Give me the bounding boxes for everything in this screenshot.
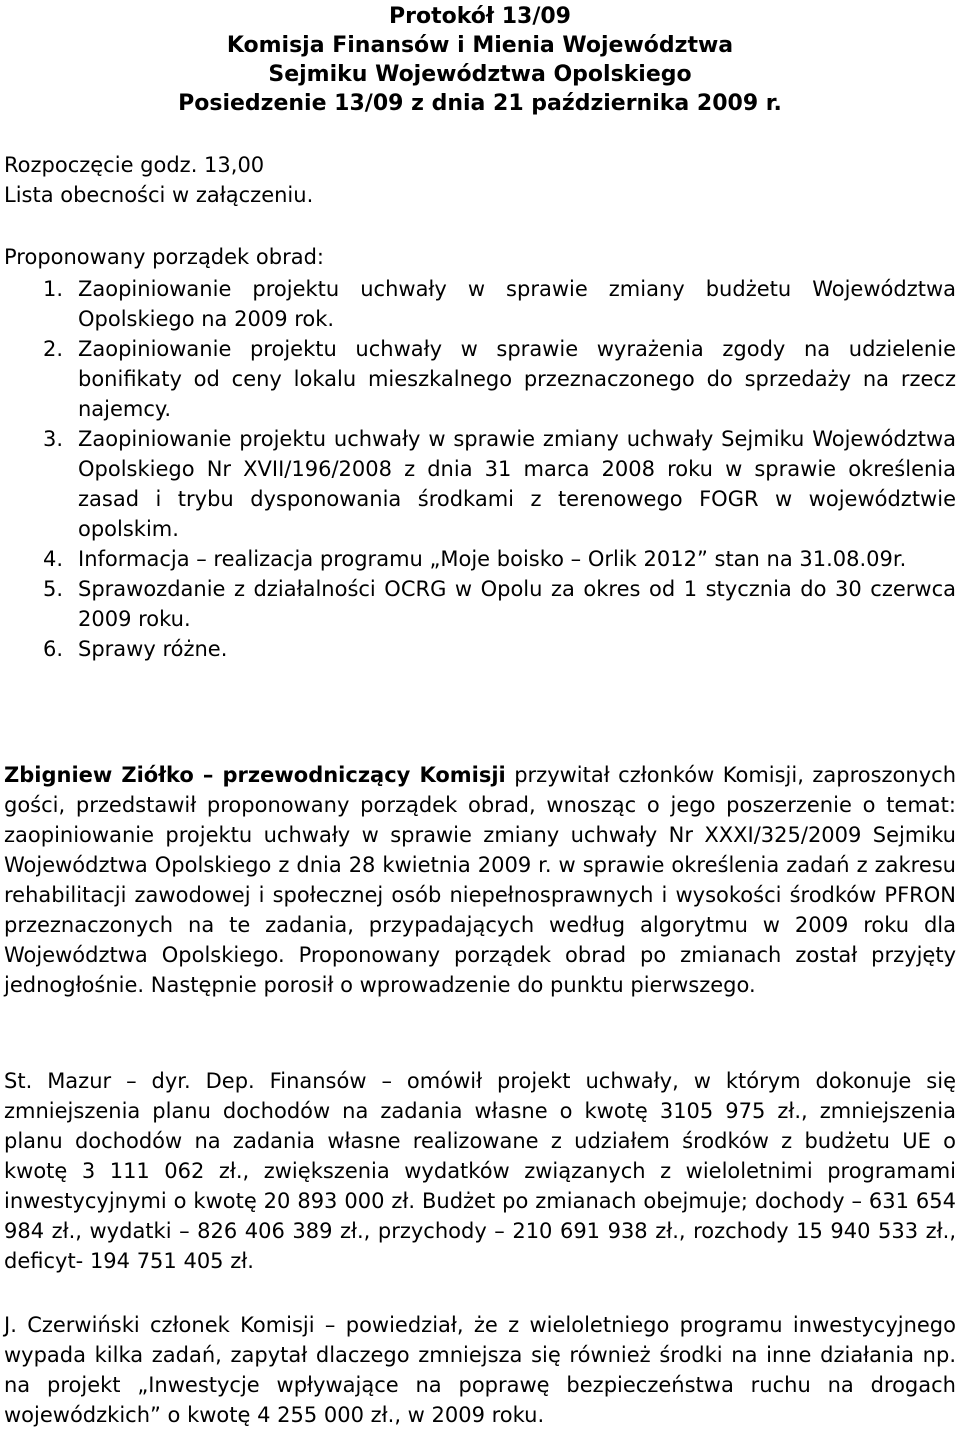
protocol-title: Protokół 13/09 (389, 4, 571, 29)
agenda-item-text: Zaopiniowanie projektu uchwały w sprawie wyrażenia zgody na udzielenie bonifikaty od ceny lokalu mieszkalnego przeznaczonego do sprzedaży na rzecz najemcy. (78, 337, 956, 421)
finance-director-paragraph: St. Mazur – dyr. Dep. Finansów – omówił projekt uchwały, w którym dokonuje się zmniejszenia planu dochodów na zadania własne o kwotę 3105 975 zł., zmniejszenia planu dochodów na zadania własne realizowane z udziałem środków z budżetu UE o kwotę 3 111 062 zł., zwiększenia wydatków związanych z wieloletnimi programami inwestycyjnymi o kwotę 20 893 000 zł. Budżet po zmianach obejmuje; dochody – 631 654 984 zł., wydatki – 826 406 389 zł., przychody – 210 691 938 zł., rozchody 15 940 533 zł., deficyt- 194 751 405 zł. (4, 1069, 956, 1273)
agenda-item-text: Sprawy różne. (78, 637, 228, 661)
agenda-item-text: Zaopiniowanie projektu uchwały w sprawie zmiany budżetu Województwa Opolskiego na 2009 rok. (78, 277, 956, 331)
attendance-note: Lista obecności w załączeniu. (4, 183, 314, 207)
agenda-item-number: 6. (43, 637, 64, 661)
committee-name: Komisja Finansów i Mienia Województwa (226, 33, 734, 58)
agenda-item (4, 544, 956, 574)
agenda-item (4, 274, 956, 334)
member-paragraph: J. Czerwiński członek Komisji – powiedział, że z wieloletniego programu inwestycyjnego wypada kilka zadań, zapytał dlaczego zmniejsza się również środki na inne działania np. na projekt „Inwestycje wpływające na poprawę bezpieczeństwa ruchu na drogach wojewódzkich” o kwotę 4 255 000 zł., w 2009 roku. (4, 1313, 956, 1427)
speaker-name: Zbigniew Ziółko – przewodniczący Komisji (4, 763, 506, 787)
agenda-item-number: 4. (43, 547, 64, 571)
agenda-item-text: Zaopiniowanie projektu uchwały w sprawie zmiany uchwały Sejmiku Województwa Opolskiego Nr XVII/196/2008 z dnia 31 marca 2008 roku w sprawie określenia zasad i trybu dysponowania środkami z terenowego FOGR w województwie opolskim. (78, 427, 956, 541)
chairman-paragraph (4, 760, 956, 1000)
agenda-item-number: 2. (43, 337, 64, 361)
agenda-item-number: 3. (43, 427, 64, 451)
agenda-item-number: 1. (43, 277, 64, 301)
paragraph-text: przywitał członków Komisji, zaproszonych gości, przedstawił proponowany porządek obrad, wnosząc o jego poszerzenie o temat: zaopiniowanie projektu uchwały w sprawie zmiany uchwały Nr XXXI/325/2009 Sejmiku Województwa Opolskiego z dnia 28 kwietnia 2009 r. w sprawie określenia zadań z zakresu rehabilitacji zawodowej i społecznej osób niepełnosprawnych i wysokości środków PFRON przeznaczonych na te zadania, przypadających według algorytmu w 2009 roku dla Województwa Opolskiego. Proponowany porządek obrad po zmianach został przyjęty jednogłośnie. Następnie porosił o wprowadzenie do punktu pierwszego. (4, 763, 956, 997)
document-header (0, 2, 960, 118)
agenda-item-text: Informacja – realizacja programu „Moje boisko – Orlik 2012” stan na 31.08.09r. (78, 547, 907, 571)
agenda-item (4, 334, 956, 424)
agenda-item-text: Sprawozdanie z działalności OCRG w Opolu za okres od 1 stycznia do 30 czerwca 2009 roku. (78, 577, 956, 631)
agenda-heading: Proponowany porządek obrad: (4, 245, 324, 269)
assembly-name: Sejmiku Województwa Opolskiego (268, 62, 692, 87)
agenda-list (4, 274, 956, 664)
agenda-item (4, 424, 956, 544)
session-date: Posiedzenie 13/09 z dnia 21 października 2009 r. (178, 91, 782, 116)
start-time: Rozpoczęcie godz. 13,00 (4, 153, 265, 177)
agenda-item (4, 574, 956, 634)
agenda-item (4, 634, 956, 664)
agenda-item-number: 5. (43, 577, 64, 601)
meeting-meta (4, 150, 313, 210)
